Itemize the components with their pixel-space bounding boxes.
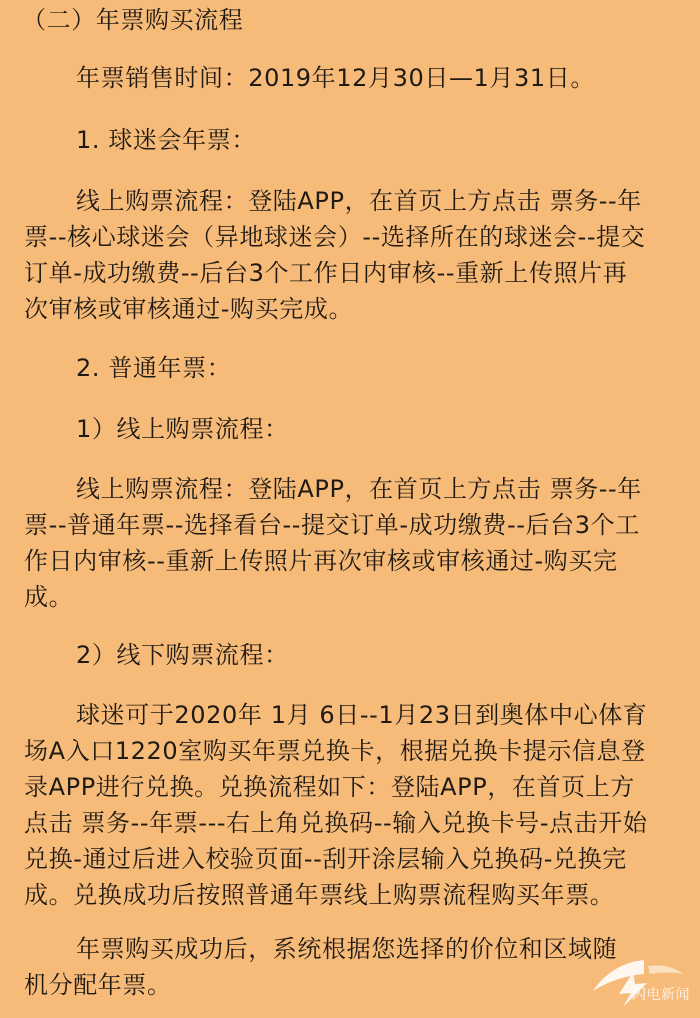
offline-flow-line-6: 成。兑换成功后按照普通年票线上购票流程购买年票。 xyxy=(24,881,615,909)
fan-club-flow-line-2: 票--核心球迷会（异地球迷会）--选择所在的球迷会--提交 xyxy=(24,223,646,251)
allocation-note-line-1: 年票购买成功后，系统根据您选择的价位和区域随 xyxy=(76,935,618,963)
fan-club-heading: 1. 球迷会年票： xyxy=(76,126,256,154)
offline-flow-line-4: 点击 票务--年票---右上角兑换码--输入兑换卡号-点击开始 xyxy=(24,809,648,837)
offline-flow-line-5: 兑换-通过后进入校验页面--刮开涂层输入兑换码-兑换完 xyxy=(24,845,627,873)
section-title: （二）年票购买流程 xyxy=(22,6,244,34)
online-purchase-heading: 1）线上购票流程： xyxy=(76,415,289,443)
fan-club-flow-line-4: 次审核或审核通过-购买完成。 xyxy=(24,295,354,323)
offline-flow-line-3: 录APP进行兑换。兑换流程如下：登陆APP，在首页上方 xyxy=(24,773,635,801)
sale-time-paragraph: 年票销售时间：2019年12月30日—1月31日。 xyxy=(76,64,595,92)
online-flow-line-2: 票--普通年票--选择看台--提交订单-成功缴费--后台3个工 xyxy=(24,511,640,539)
offline-flow-line-1: 球迷可于2020年 1月 6日--1月23日到奥体中心体育 xyxy=(76,701,648,729)
watermark-text: 闪电新闻 xyxy=(632,987,690,1003)
online-flow-line-1: 线上购票流程：登陆APP，在首页上方点击 票务--年 xyxy=(76,475,642,503)
online-flow-line-3: 作日内审核--重新上传照片再次审核或审核通过-购买完 xyxy=(24,547,618,575)
lightning-news-watermark xyxy=(578,952,690,1008)
offline-purchase-heading: 2）线下购票流程： xyxy=(76,641,289,669)
allocation-note-line-2: 机分配年票。 xyxy=(24,971,172,999)
regular-ticket-heading: 2. 普通年票： xyxy=(76,354,232,382)
fan-club-flow-line-1: 线上购票流程：登陆APP，在首页上方点击 票务--年 xyxy=(76,187,642,215)
online-flow-line-4: 成。 xyxy=(24,583,74,611)
offline-flow-line-2: 场A入口1220室购买年票兑换卡，根据兑换卡提示信息登 xyxy=(24,737,646,765)
fan-club-flow-line-3: 订单-成功缴费--后台3个工作日内审核--重新上传照片再 xyxy=(24,259,628,287)
